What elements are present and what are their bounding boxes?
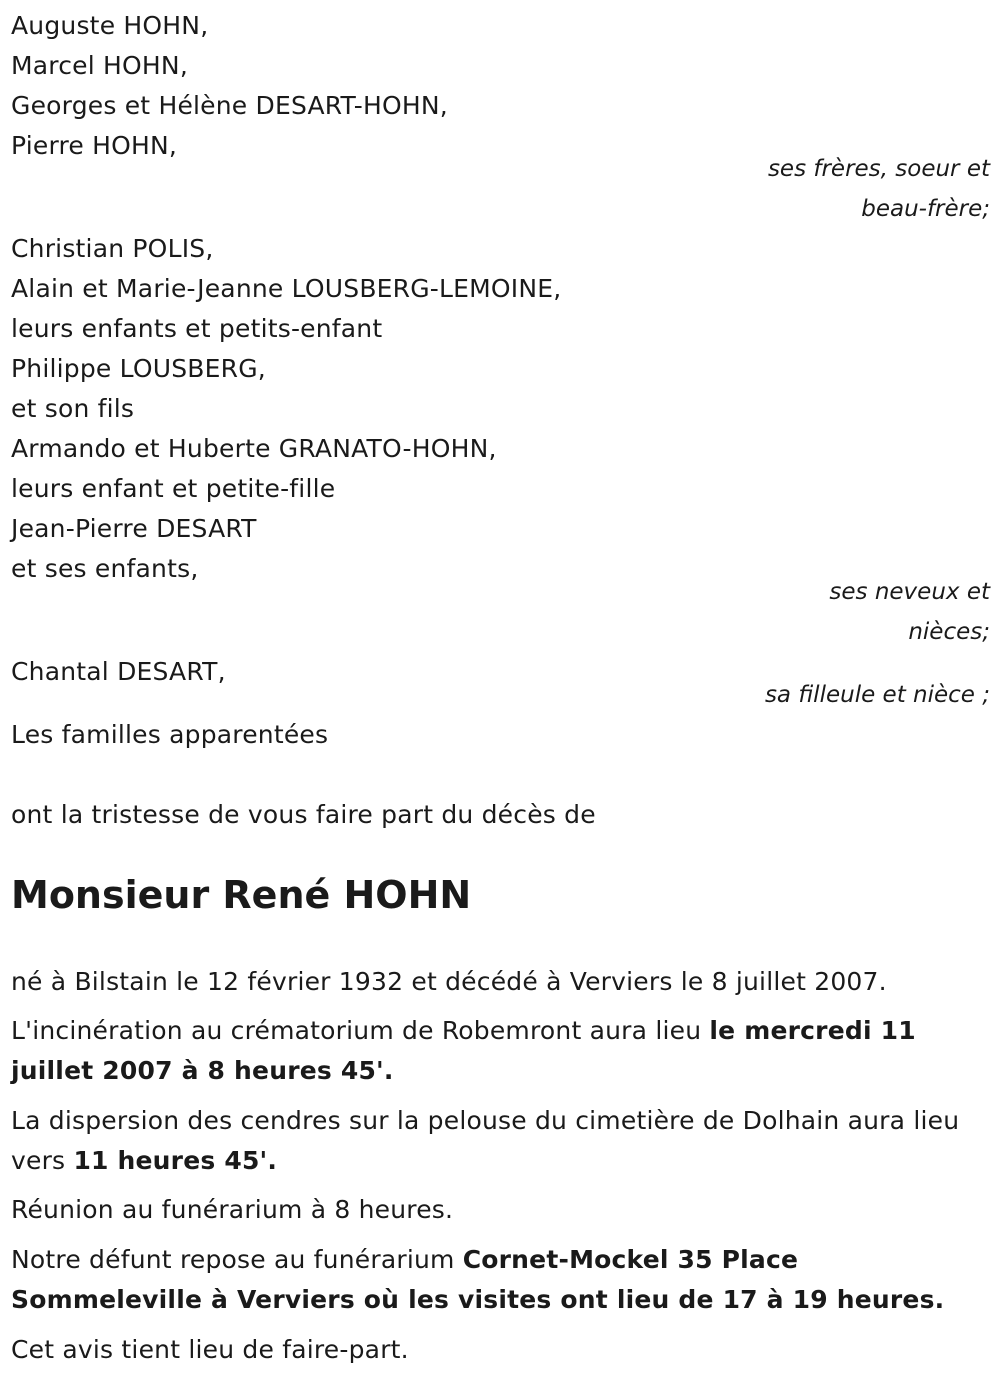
repose-text: Notre défunt repose au funérarium bbox=[11, 1245, 463, 1274]
family-name-line: Alain et Marie-Jeanne LOUSBERG-LEMOINE, bbox=[11, 274, 562, 303]
dispersion-paragraph bbox=[11, 1101, 971, 1181]
family-name-line: Philippe LOUSBERG, bbox=[11, 354, 266, 383]
cremation-paragraph bbox=[11, 1011, 971, 1091]
closing-text: Cet avis tient lieu de faire-part. bbox=[11, 1335, 409, 1364]
family-name-line: Marcel HOHN, bbox=[11, 51, 188, 80]
family-name-line: Armando et Huberte GRANATO-HOHN, bbox=[11, 434, 497, 463]
deceased-name: Monsieur René HOHN bbox=[11, 873, 472, 917]
family-name-line: leurs enfants et petits-enfant bbox=[11, 314, 383, 343]
repose-paragraph bbox=[11, 1240, 971, 1320]
family-name-line: Georges et Hélène DESART-HOHN, bbox=[11, 91, 448, 120]
dispersion-text: La dispersion des cendres sur la pelouse du cimetière de Dolhain aura lieu vers bbox=[11, 1106, 960, 1175]
families-line: Les familles apparentées bbox=[11, 720, 329, 749]
cremation-date: le mercredi 11 juillet 2007 à 8 heures 45'. bbox=[11, 1016, 916, 1085]
family-name-line: Christian POLIS, bbox=[11, 234, 214, 263]
relation-label: ses neveux et bbox=[829, 579, 990, 605]
family-name-line: Pierre HOHN, bbox=[11, 131, 178, 160]
relation-label: sa filleule et nièce ; bbox=[764, 682, 990, 708]
repose-location: Cornet-Mockel 35 Place Sommeleville à Verviers où les visites ont lieu de 17 à 19 heures. bbox=[11, 1245, 945, 1314]
cremation-text: L'incinération au crématorium de Robemront aura lieu bbox=[11, 1016, 710, 1045]
family-name-line: Chantal DESART, bbox=[11, 657, 226, 686]
announcement-text: ont la tristesse de vous faire part du décès de bbox=[11, 800, 596, 829]
dispersion-time: 11 heures 45'. bbox=[73, 1146, 278, 1175]
family-name-line: et son fils bbox=[11, 394, 135, 423]
meeting-text: Réunion au funérarium à 8 heures. bbox=[11, 1195, 454, 1224]
family-name-line: Jean-Pierre DESART bbox=[11, 514, 257, 543]
family-name-line: et ses enfants, bbox=[11, 554, 199, 583]
relation-label: nièces; bbox=[908, 619, 990, 645]
family-name-line: leurs enfant et petite-fille bbox=[11, 474, 336, 503]
birth-death-text: né à Bilstain le 12 février 1932 et décédé à Verviers le 8 juillet 2007. bbox=[11, 967, 887, 996]
family-name-line: Auguste HOHN, bbox=[11, 11, 209, 40]
relation-label: beau-frère; bbox=[861, 196, 990, 222]
relation-label: ses frères, soeur et bbox=[767, 156, 990, 182]
